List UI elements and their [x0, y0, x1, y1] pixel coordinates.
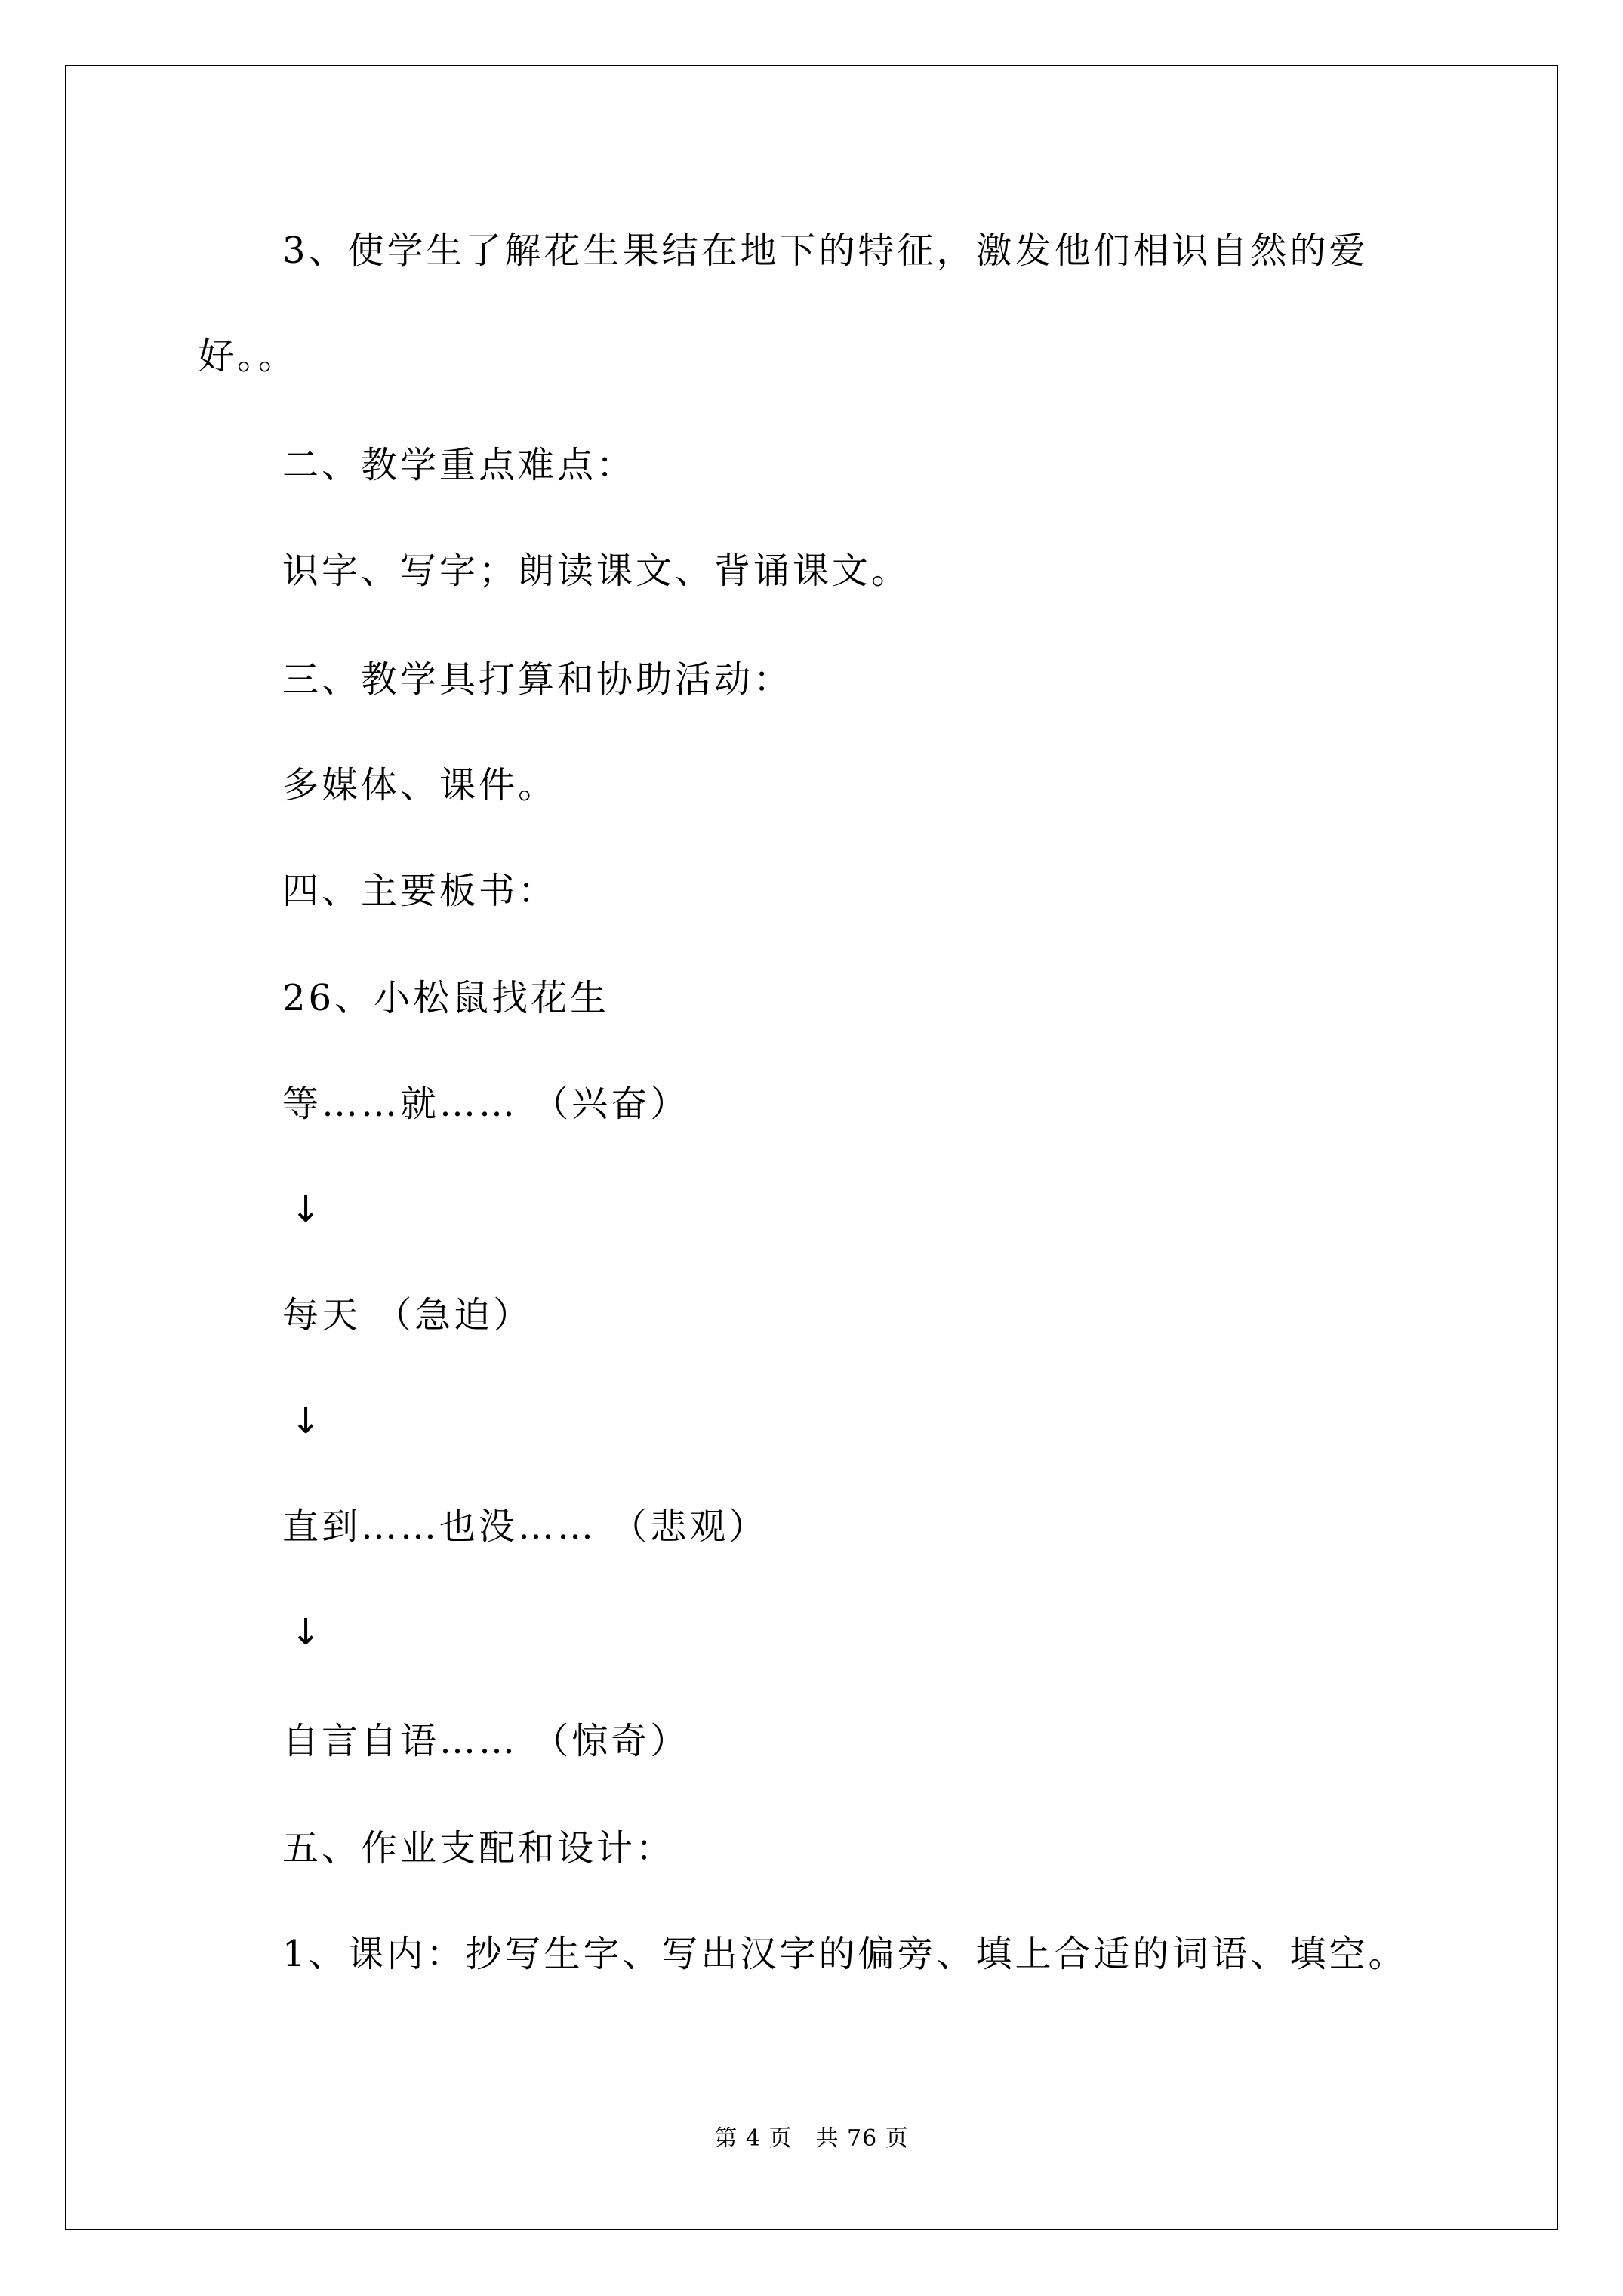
heading-key-points: 二、教学重点难点：: [282, 444, 636, 486]
down-arrow-icon: ↓: [291, 1611, 322, 1653]
paragraph-teaching-aids: 多媒体、课件。: [282, 764, 558, 806]
blackboard-line-4: 自言自语…… （惊奇）: [282, 1720, 690, 1762]
down-arrow-icon: ↓: [291, 1400, 322, 1442]
blackboard-line-1: 等……就…… （兴奋）: [282, 1083, 690, 1125]
down-arrow-icon: ↓: [291, 1188, 322, 1231]
heading-homework: 五、作业支配和设计：: [282, 1827, 676, 1869]
paragraph-homework-1: 1、课内：抄写生字、写出汉字的偏旁、填上合适的词语、填空。: [282, 1933, 1408, 1975]
blackboard-title: 26、小松鼠找花生: [282, 977, 610, 1019]
page-footer: 第 4 页 共 76 页: [714, 2125, 909, 2152]
page-border: [65, 65, 1558, 2230]
heading-blackboard: 四、主要板书：: [282, 870, 558, 912]
blackboard-line-2: 每天 （急迫）: [282, 1294, 533, 1336]
heading-teaching-aids: 三、教学具打算和协助活动：: [282, 658, 793, 701]
paragraph-key-points: 识字、写字；朗读课文、背诵课文。: [282, 550, 911, 592]
paragraph-objective-3: 3、使学生了解花生果结在地下的特征，激发他们相识自然的爱: [282, 230, 1369, 272]
paragraph-objective-3-continued: 好。。: [198, 335, 298, 378]
blackboard-line-3: 直到……也没…… （悲观）: [282, 1505, 768, 1548]
